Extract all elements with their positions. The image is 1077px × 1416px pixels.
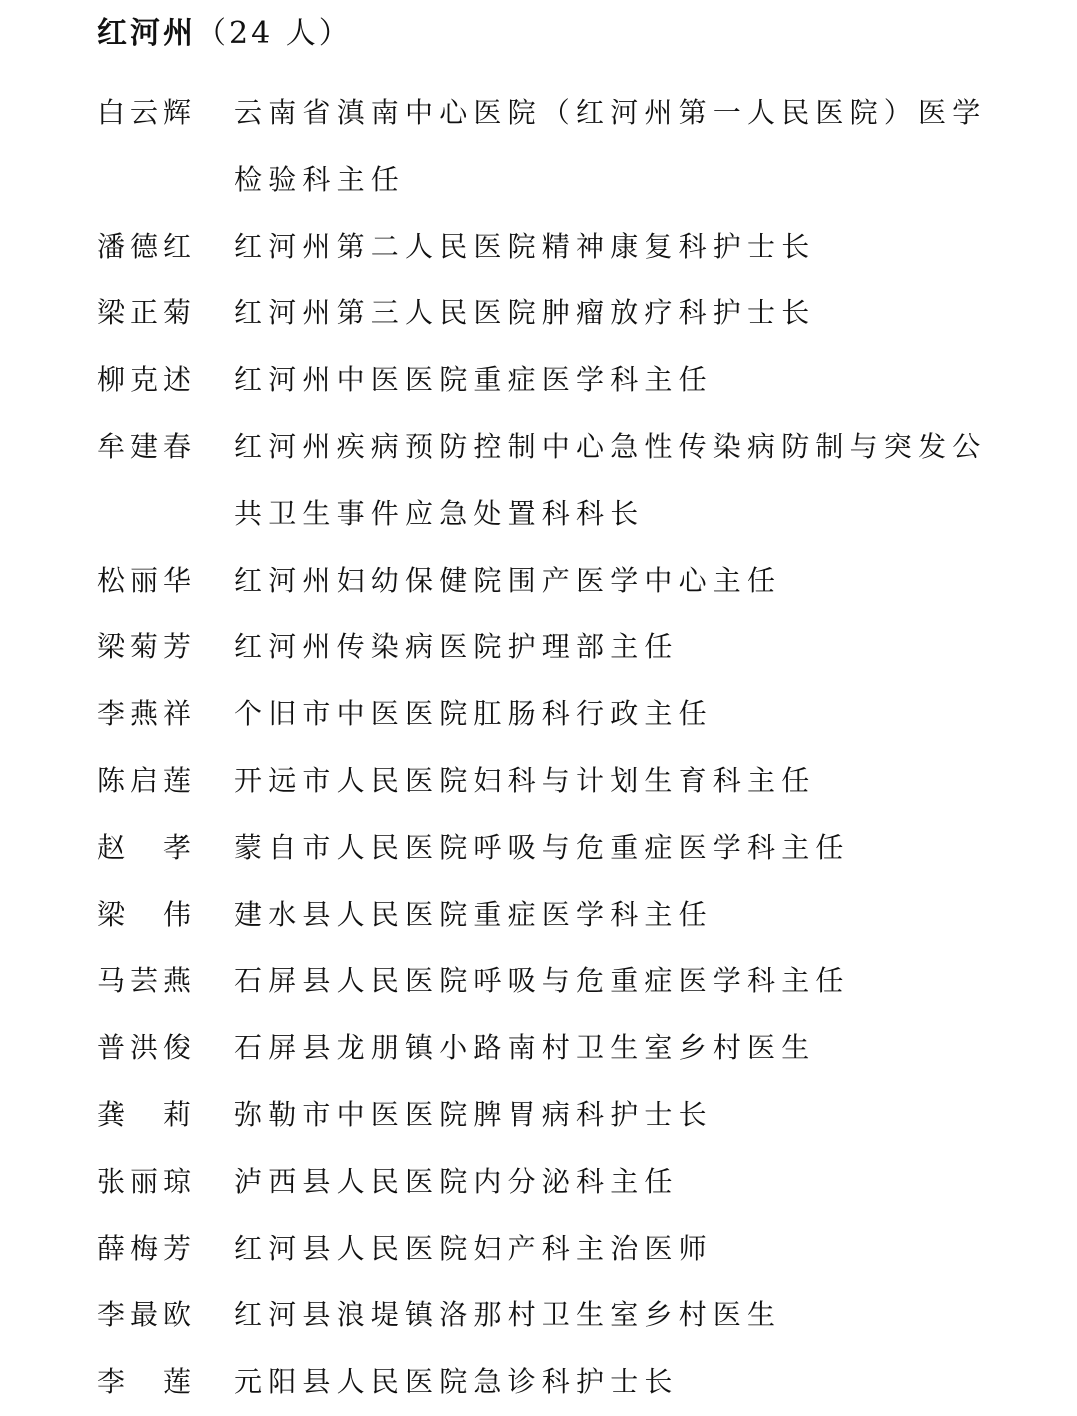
honoree-name: 陈启莲	[97, 763, 197, 797]
honoree-position: 个旧市中医医院肛肠科行政主任	[234, 697, 713, 731]
honoree-position: 红河州妇幼保健院围产医学中心主任	[234, 563, 782, 597]
honoree-name: 柳克述	[97, 363, 197, 397]
honoree-name: 李燕祥	[97, 697, 197, 731]
honoree-entry	[97, 1282, 997, 1349]
honoree-position: 泸西县人民医院内分泌科主任	[234, 1164, 679, 1198]
honoree-position: 红河县浪堤镇洛那村卫生室乡村医生	[234, 1298, 782, 1332]
honoree-name: 白云辉	[97, 96, 197, 129]
honoree-entry	[97, 1015, 997, 1082]
honoree-position: 红河州中医医院重症医学科主任	[234, 363, 713, 397]
honoree-entry	[97, 614, 997, 681]
honoree-list	[97, 80, 997, 1416]
honoree-position: 弥勒市中医医院脾胃病科护士长	[234, 1097, 713, 1131]
honoree-name: 松丽华	[97, 563, 197, 597]
honoree-entry	[97, 748, 997, 815]
honoree-name: 梁菊芳	[97, 630, 197, 664]
honoree-position: 云南省滇南中心医院（红河州第一人民医院）医学检验科主任	[234, 96, 987, 196]
honoree-name: 马芸燕	[97, 964, 197, 998]
honoree-position: 开远市人民医院妇科与计划生育科主任	[234, 763, 816, 797]
heading-region: 红河州	[97, 16, 196, 51]
honoree-entry	[97, 681, 997, 748]
honoree-position: 蒙自市人民医院呼吸与危重症医学科主任	[234, 830, 850, 864]
honoree-name: 赵 孝	[97, 830, 197, 864]
honoree-name: 牟建春	[97, 429, 197, 463]
honoree-name: 普洪俊	[97, 1031, 197, 1065]
honoree-name: 梁正菊	[97, 296, 197, 330]
honoree-position: 红河县人民医院妇产科主治医师	[234, 1231, 713, 1265]
honoree-entry	[97, 214, 997, 281]
honoree-position: 建水县人民医院重症医学科主任	[234, 897, 713, 931]
section-heading	[97, 12, 352, 56]
honoree-entry	[97, 347, 997, 414]
honoree-entry	[97, 1082, 997, 1149]
honoree-entry	[97, 80, 997, 214]
honoree-name: 龚 莉	[97, 1097, 197, 1131]
honoree-name: 潘德红	[97, 229, 197, 263]
honoree-entry	[97, 548, 997, 615]
honoree-position: 元阳县人民医院急诊科护士长	[234, 1365, 679, 1399]
honoree-position: 红河州传染病医院护理部主任	[234, 630, 679, 664]
honoree-entry	[97, 414, 997, 548]
honoree-entry	[97, 948, 997, 1015]
honoree-entry	[97, 882, 997, 949]
honoree-position: 石屏县龙朋镇小路南村卫生室乡村医生	[234, 1031, 816, 1065]
honoree-entry	[97, 1149, 997, 1216]
honoree-position: 红河州疾病预防控制中心急性传染病防制与突发公共卫生事件应急处置科科长	[234, 429, 987, 530]
honoree-name: 薛梅芳	[97, 1231, 197, 1265]
honoree-name: 梁 伟	[97, 897, 197, 931]
honoree-name: 李 莲	[97, 1365, 197, 1399]
honoree-entry	[97, 1216, 997, 1283]
honoree-position: 红河州第三人民医院肿瘤放疗科护士长	[234, 296, 816, 330]
honoree-entry	[97, 1349, 997, 1416]
honoree-name: 张丽琼	[97, 1164, 197, 1198]
honoree-position: 红河州第二人民医院精神康复科护士长	[234, 229, 816, 263]
honoree-name: 李最欧	[97, 1298, 197, 1332]
heading-count: （24 人）	[196, 16, 352, 51]
honoree-entry	[97, 815, 997, 882]
honoree-entry	[97, 280, 997, 347]
honoree-position: 石屏县人民医院呼吸与危重症医学科主任	[234, 964, 850, 998]
